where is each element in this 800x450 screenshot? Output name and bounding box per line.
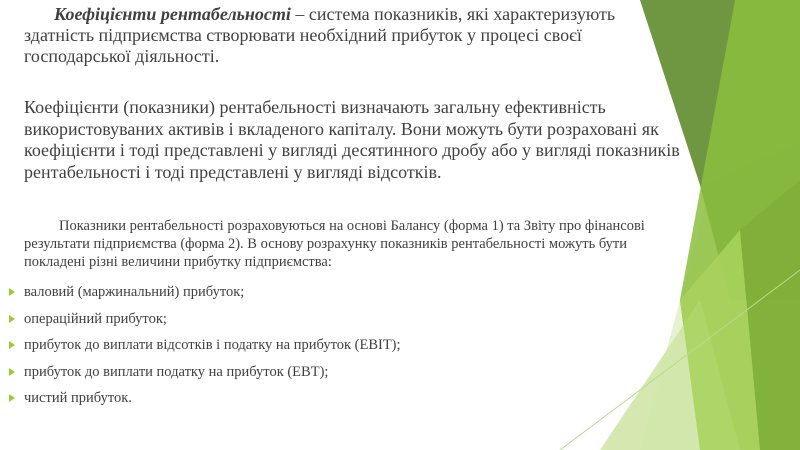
bullet-triangle-icon	[9, 315, 15, 323]
list-item-text: операційний прибуток;	[24, 310, 167, 327]
list-item	[0, 310, 600, 337]
bullet-triangle-icon	[9, 288, 15, 296]
bullet-triangle-icon	[9, 394, 15, 402]
bullet-triangle-icon	[9, 341, 15, 349]
description-paragraph: Коефіцієнти (показники) рентабельності визначають загальну ефективність використовуваних активів і вкладеного капіталу. Вони можуть бути розраховані як коефіцієнти і тоді представлені у вигляді десятинного дробу або у вигляді показників рентабельності і тоді представлені у вигляді відсотків.	[24, 97, 680, 182]
definition-paragraph	[24, 4, 684, 67]
bullet-triangle-icon	[9, 368, 15, 376]
list-item-text: прибуток до виплати відсотків і податку на прибуток (EBIT);	[24, 337, 401, 353]
list-item-text: валовий (маржинальний) прибуток;	[24, 284, 245, 300]
list-item-text: чистий прибуток.	[24, 390, 132, 406]
definition-text: – система показників, які характеризують здатність підприємства створювати необхідний прибуток у процесі своєї господарської діяльності.	[24, 4, 616, 66]
list-item	[0, 336, 600, 363]
list-item	[0, 389, 600, 416]
list-item-text: прибуток до виплати податку на прибуток (EBT);	[24, 363, 329, 380]
calculation-paragraph: Показники рентабельності розраховуються на основі Балансу (форма 1) та Звіту про фінансові результати підприємства (форма 2). В основу розрахунку показників рентабельності можуть бути покладені різні величини прибутку підприємства:	[24, 218, 645, 270]
list-item	[0, 363, 600, 390]
definition-term: Коефіцієнти рентабельності	[54, 4, 291, 24]
list-item	[0, 283, 600, 310]
profit-types-list	[0, 283, 600, 416]
